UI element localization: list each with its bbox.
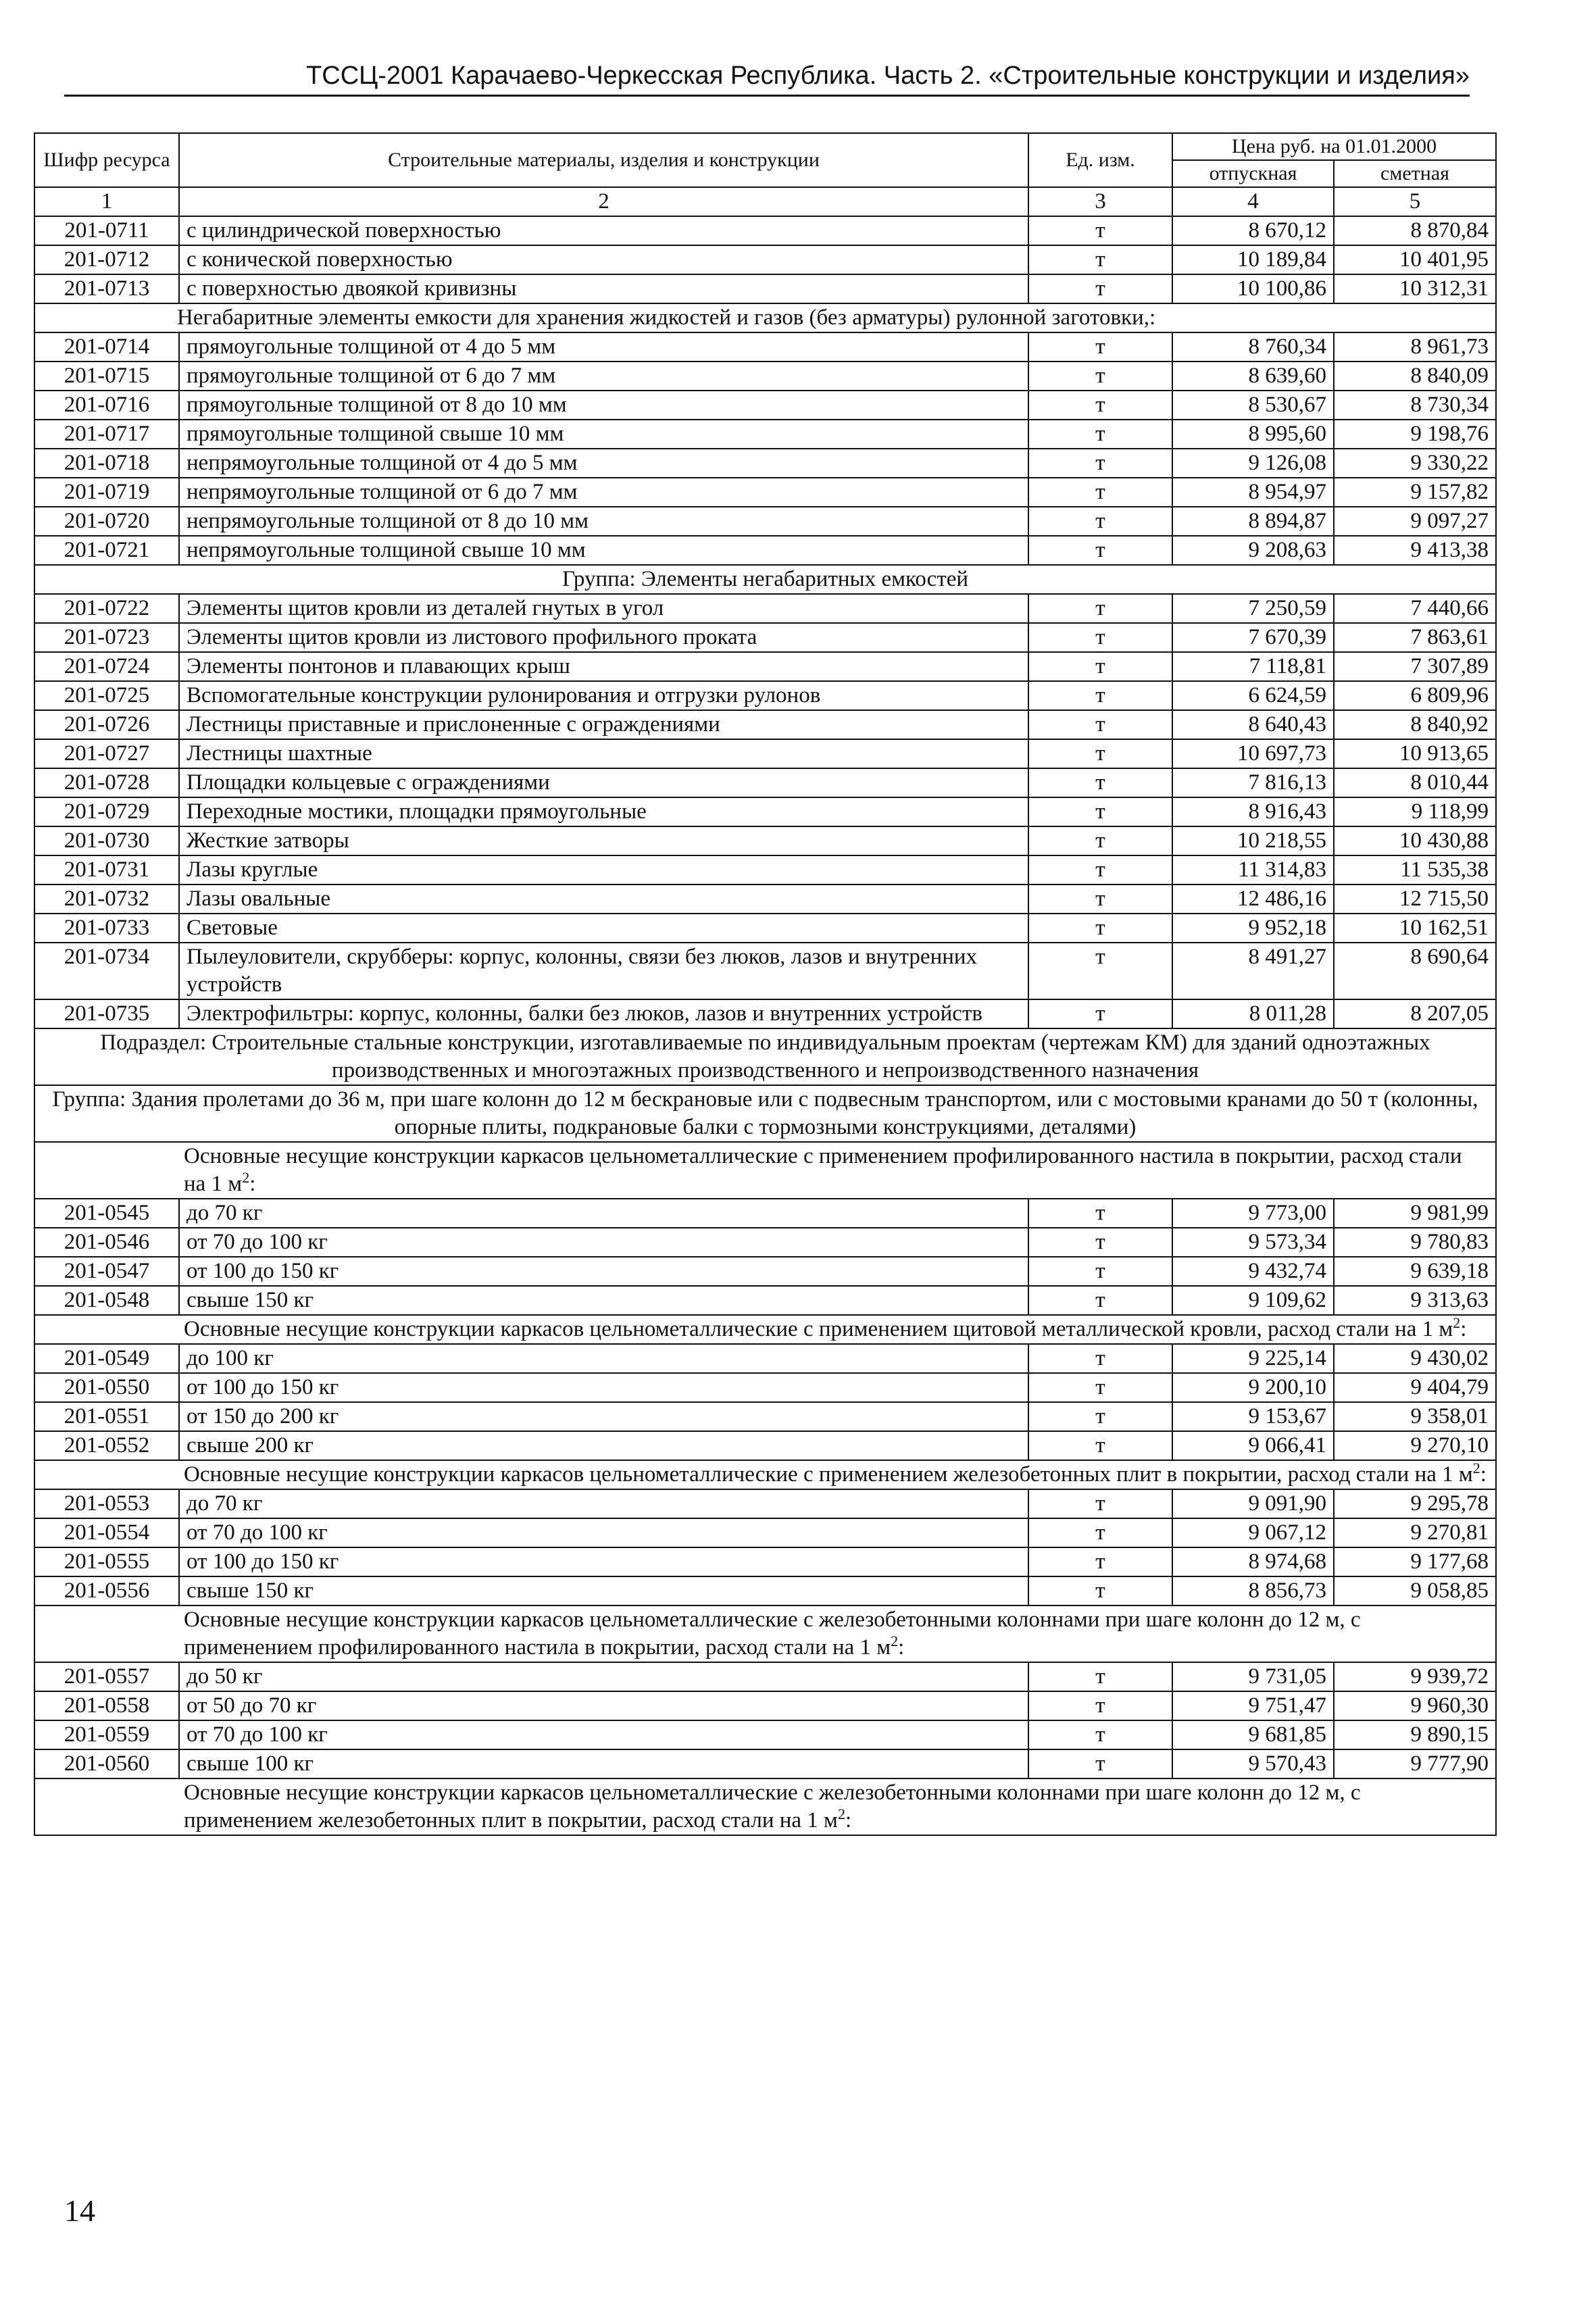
resource-code: 201-0560 bbox=[34, 1749, 179, 1778]
release-price: 8 639,60 bbox=[1172, 362, 1334, 391]
table-row bbox=[34, 914, 1496, 943]
estimate-price: 12 715,50 bbox=[1334, 885, 1496, 914]
group-row bbox=[34, 565, 1496, 594]
item-name: Вспомогательные конструкции рулонирования и отгрузки рулонов bbox=[179, 681, 1028, 710]
table-row bbox=[34, 391, 1496, 420]
resource-code: 201-0729 bbox=[34, 797, 179, 826]
unit: т bbox=[1028, 681, 1172, 710]
estimate-price: 10 401,95 bbox=[1334, 245, 1496, 274]
resource-code: 201-0734 bbox=[34, 943, 179, 999]
resource-code: 201-0711 bbox=[34, 216, 179, 245]
unit: т bbox=[1028, 623, 1172, 652]
item-name: прямоугольные толщиной от 6 до 7 мм bbox=[179, 362, 1028, 391]
table-row bbox=[34, 681, 1496, 710]
estimate-price: 9 777,90 bbox=[1334, 1749, 1496, 1778]
note-text: Негабаритные элементы емкости для хранения жидкостей и газов (без арматуры) рулонной заготовки,: bbox=[34, 303, 1496, 332]
resource-code: 201-0556 bbox=[34, 1576, 179, 1605]
item-name: непрямоугольные толщиной свыше 10 мм bbox=[179, 536, 1028, 565]
item-name: свыше 100 кг bbox=[179, 1749, 1028, 1778]
resource-code: 201-0558 bbox=[34, 1691, 179, 1720]
estimate-price: 9 780,83 bbox=[1334, 1228, 1496, 1257]
note-body: Основные несущие конструкции каркасов цельнометаллические с применением щитовой металлической кровли, расход стали на 1 м bbox=[184, 1317, 1453, 1341]
header-price: Цена руб. на 01.01.2000 bbox=[1172, 133, 1496, 160]
header-code: Шифр ресурса bbox=[34, 133, 179, 187]
estimate-price: 9 890,15 bbox=[1334, 1720, 1496, 1749]
item-name: с конической поверхностью bbox=[179, 245, 1028, 274]
release-price: 10 697,73 bbox=[1172, 739, 1334, 768]
unit: т bbox=[1028, 1344, 1172, 1373]
table-row bbox=[34, 1373, 1496, 1402]
table-row bbox=[34, 739, 1496, 768]
resource-code: 201-0713 bbox=[34, 274, 179, 303]
resource-code: 201-0551 bbox=[34, 1402, 179, 1431]
note-row bbox=[34, 1315, 1496, 1344]
resource-code: 201-0549 bbox=[34, 1344, 179, 1373]
estimate-price: 9 960,30 bbox=[1334, 1691, 1496, 1720]
resource-code: 201-0546 bbox=[34, 1228, 179, 1257]
unit: т bbox=[1028, 478, 1172, 507]
table-row bbox=[34, 710, 1496, 739]
note-tail: : bbox=[1480, 1462, 1487, 1487]
table-row bbox=[34, 652, 1496, 681]
unit: т bbox=[1028, 1576, 1172, 1605]
release-price: 8 916,43 bbox=[1172, 797, 1334, 826]
estimate-price: 10 430,88 bbox=[1334, 826, 1496, 855]
unit: т bbox=[1028, 855, 1172, 885]
item-name: Лестницы приставные и прислоненные с ограждениями bbox=[179, 710, 1028, 739]
note-body: Основные несущие конструкции каркасов цельнометаллические с применением железобетонных плит в покрытии, расход стали на 1 м bbox=[184, 1462, 1473, 1487]
resource-code: 201-0559 bbox=[34, 1720, 179, 1749]
table-header bbox=[34, 133, 1496, 216]
note-row bbox=[34, 303, 1496, 332]
release-price: 9 570,43 bbox=[1172, 1749, 1334, 1778]
note-row bbox=[34, 1778, 1496, 1835]
estimate-price: 10 913,65 bbox=[1334, 739, 1496, 768]
unit: т bbox=[1028, 1431, 1172, 1460]
release-price: 10 189,84 bbox=[1172, 245, 1334, 274]
col-number: 2 bbox=[179, 187, 1028, 216]
table-row bbox=[34, 999, 1496, 1028]
note-sup: 2 bbox=[1453, 1315, 1461, 1331]
resource-code: 201-0731 bbox=[34, 855, 179, 885]
note-tail: : bbox=[845, 1808, 852, 1833]
estimate-price: 9 939,72 bbox=[1334, 1662, 1496, 1691]
subsection-title: Подраздел: Строительные стальные конструкции, изготавливаемые по индивидуальным проектам (чертежам КМ) для зданий одноэтажных производственных и многоэтажных производственного и непроизводственного назначения bbox=[34, 1028, 1496, 1085]
header-name: Строительные материалы, изделия и конструкции bbox=[179, 133, 1028, 187]
item-name: от 100 до 150 кг bbox=[179, 1373, 1028, 1402]
table-row bbox=[34, 943, 1496, 999]
note-sup: 2 bbox=[891, 1633, 899, 1649]
release-price: 9 066,41 bbox=[1172, 1431, 1334, 1460]
table-row bbox=[34, 594, 1496, 623]
item-name: от 70 до 100 кг bbox=[179, 1518, 1028, 1547]
resource-code: 201-0715 bbox=[34, 362, 179, 391]
table-row bbox=[34, 245, 1496, 274]
table-row bbox=[34, 478, 1496, 507]
table-body bbox=[34, 216, 1496, 1835]
resource-code: 201-0727 bbox=[34, 739, 179, 768]
release-price: 9 773,00 bbox=[1172, 1199, 1334, 1228]
resource-code: 201-0548 bbox=[34, 1286, 179, 1315]
item-name: до 70 кг bbox=[179, 1199, 1028, 1228]
unit: т bbox=[1028, 1286, 1172, 1315]
item-name: Лазы овальные bbox=[179, 885, 1028, 914]
table-row bbox=[34, 1547, 1496, 1576]
release-price: 8 995,60 bbox=[1172, 420, 1334, 449]
estimate-price: 7 440,66 bbox=[1334, 594, 1496, 623]
estimate-price: 9 313,63 bbox=[1334, 1286, 1496, 1315]
resource-code: 201-0726 bbox=[34, 710, 179, 739]
table-row bbox=[34, 1576, 1496, 1605]
resource-code: 201-0722 bbox=[34, 594, 179, 623]
resource-code: 201-0547 bbox=[34, 1257, 179, 1286]
estimate-price: 8 010,44 bbox=[1334, 768, 1496, 797]
release-price: 6 624,59 bbox=[1172, 681, 1334, 710]
estimate-price: 6 809,96 bbox=[1334, 681, 1496, 710]
col-number: 5 bbox=[1334, 187, 1496, 216]
item-name: прямоугольные толщиной от 4 до 5 мм bbox=[179, 332, 1028, 362]
note-body: Основные несущие конструкции каркасов цельнометаллические с железобетонными колоннами при шаге колонн до 12 м, с применением железобетонных плит в покрытии, расход стали на 1 м bbox=[184, 1781, 1361, 1833]
estimate-price: 9 118,99 bbox=[1334, 797, 1496, 826]
estimate-price: 9 330,22 bbox=[1334, 449, 1496, 478]
table-row bbox=[34, 1431, 1496, 1460]
table-row bbox=[34, 449, 1496, 478]
estimate-price: 9 097,27 bbox=[1334, 507, 1496, 536]
release-price: 7 250,59 bbox=[1172, 594, 1334, 623]
resource-code: 201-0730 bbox=[34, 826, 179, 855]
item-name: прямоугольные толщиной свыше 10 мм bbox=[179, 420, 1028, 449]
col-number: 3 bbox=[1028, 187, 1172, 216]
unit: т bbox=[1028, 1199, 1172, 1228]
unit: т bbox=[1028, 1373, 1172, 1402]
unit: т bbox=[1028, 1547, 1172, 1576]
group-row bbox=[34, 1085, 1496, 1142]
estimate-price: 7 863,61 bbox=[1334, 623, 1496, 652]
note-body: Основные несущие конструкции каркасов цельнометаллические с применением профилированного настила в покрытии, расход стали на 1 м bbox=[184, 1144, 1462, 1196]
release-price: 8 760,34 bbox=[1172, 332, 1334, 362]
estimate-price: 9 058,85 bbox=[1334, 1576, 1496, 1605]
group-title: Группа: Элементы негабаритных емкостей bbox=[34, 565, 1496, 594]
unit: т bbox=[1028, 1691, 1172, 1720]
header-release-price: отпускная bbox=[1172, 160, 1334, 187]
table-row bbox=[34, 1691, 1496, 1720]
item-name: до 50 кг bbox=[179, 1662, 1028, 1691]
unit: т bbox=[1028, 999, 1172, 1028]
unit: т bbox=[1028, 1228, 1172, 1257]
note-text bbox=[34, 1605, 1496, 1662]
page-number: 14 bbox=[64, 2193, 95, 2228]
item-name: Электрофильтры: корпус, колонны, балки без люков, лазов и внутренних устройств bbox=[179, 999, 1028, 1028]
release-price: 8 954,97 bbox=[1172, 478, 1334, 507]
item-name: Жесткие затворы bbox=[179, 826, 1028, 855]
item-name: с поверхностью двоякой кривизны bbox=[179, 274, 1028, 303]
estimate-price: 9 430,02 bbox=[1334, 1344, 1496, 1373]
unit: т bbox=[1028, 594, 1172, 623]
release-price: 9 225,14 bbox=[1172, 1344, 1334, 1373]
estimate-price: 9 981,99 bbox=[1334, 1199, 1496, 1228]
table-row bbox=[34, 1286, 1496, 1315]
col-number: 1 bbox=[34, 187, 179, 216]
note-text bbox=[34, 1315, 1496, 1344]
item-name: с цилиндрической поверхностью bbox=[179, 216, 1028, 245]
price-table bbox=[34, 132, 1497, 1836]
item-name: от 70 до 100 кг bbox=[179, 1720, 1028, 1749]
unit: т bbox=[1028, 216, 1172, 245]
resource-code: 201-0721 bbox=[34, 536, 179, 565]
estimate-price: 9 270,10 bbox=[1334, 1431, 1496, 1460]
table-row bbox=[34, 855, 1496, 885]
resource-code: 201-0733 bbox=[34, 914, 179, 943]
item-name: непрямоугольные толщиной от 6 до 7 мм bbox=[179, 478, 1028, 507]
unit: т bbox=[1028, 362, 1172, 391]
note-sup: 2 bbox=[242, 1169, 250, 1186]
release-price: 9 432,74 bbox=[1172, 1257, 1334, 1286]
item-name: Переходные мостики, площадки прямоугольные bbox=[179, 797, 1028, 826]
table-row bbox=[34, 1344, 1496, 1373]
item-name: непрямоугольные толщиной от 8 до 10 мм bbox=[179, 507, 1028, 536]
resource-code: 201-0716 bbox=[34, 391, 179, 420]
unit: т bbox=[1028, 826, 1172, 855]
resource-code: 201-0712 bbox=[34, 245, 179, 274]
release-price: 9 067,12 bbox=[1172, 1518, 1334, 1547]
estimate-price: 8 690,64 bbox=[1334, 943, 1496, 999]
header-unit: Ед. изм. bbox=[1028, 133, 1172, 187]
item-name: непрямоугольные толщиной от 4 до 5 мм bbox=[179, 449, 1028, 478]
unit: т bbox=[1028, 652, 1172, 681]
resource-code: 201-0555 bbox=[34, 1547, 179, 1576]
table-row bbox=[34, 536, 1496, 565]
item-name: прямоугольные толщиной от 8 до 10 мм bbox=[179, 391, 1028, 420]
unit: т bbox=[1028, 885, 1172, 914]
resource-code: 201-0557 bbox=[34, 1662, 179, 1691]
item-name: от 100 до 150 кг bbox=[179, 1257, 1028, 1286]
unit: т bbox=[1028, 1257, 1172, 1286]
column-number-row bbox=[34, 187, 1496, 216]
unit: т bbox=[1028, 1720, 1172, 1749]
release-price: 9 109,62 bbox=[1172, 1286, 1334, 1315]
note-text bbox=[34, 1778, 1496, 1835]
item-name: свыше 200 кг bbox=[179, 1431, 1028, 1460]
release-price: 10 218,55 bbox=[1172, 826, 1334, 855]
estimate-price: 9 404,79 bbox=[1334, 1373, 1496, 1402]
release-price: 9 681,85 bbox=[1172, 1720, 1334, 1749]
item-name: до 100 кг bbox=[179, 1344, 1028, 1373]
resource-code: 201-0724 bbox=[34, 652, 179, 681]
estimate-price: 8 730,34 bbox=[1334, 391, 1496, 420]
release-price: 9 126,08 bbox=[1172, 449, 1334, 478]
unit: т bbox=[1028, 1749, 1172, 1778]
unit: т bbox=[1028, 739, 1172, 768]
item-name: от 150 до 200 кг bbox=[179, 1402, 1028, 1431]
release-price: 9 091,90 bbox=[1172, 1489, 1334, 1518]
release-price: 9 751,47 bbox=[1172, 1691, 1334, 1720]
estimate-price: 9 177,68 bbox=[1334, 1547, 1496, 1576]
resource-code: 201-0718 bbox=[34, 449, 179, 478]
release-price: 8 530,67 bbox=[1172, 391, 1334, 420]
note-row bbox=[34, 1605, 1496, 1662]
table-row bbox=[34, 797, 1496, 826]
item-name: Пылеуловители, скрубберы: корпус, колонны, связи без люков, лазов и внутренних устройств bbox=[179, 943, 1028, 999]
release-price: 7 816,13 bbox=[1172, 768, 1334, 797]
table-row bbox=[34, 1720, 1496, 1749]
release-price: 8 011,28 bbox=[1172, 999, 1334, 1028]
resource-code: 201-0717 bbox=[34, 420, 179, 449]
table-row bbox=[34, 826, 1496, 855]
unit: т bbox=[1028, 943, 1172, 999]
item-name: Лестницы шахтные bbox=[179, 739, 1028, 768]
estimate-price: 9 413,38 bbox=[1334, 536, 1496, 565]
table-row bbox=[34, 1228, 1496, 1257]
unit: т bbox=[1028, 914, 1172, 943]
item-name: Лазы круглые bbox=[179, 855, 1028, 885]
item-name: Световые bbox=[179, 914, 1028, 943]
note-tail: : bbox=[249, 1172, 256, 1196]
table-row bbox=[34, 885, 1496, 914]
resource-code: 201-0728 bbox=[34, 768, 179, 797]
unit: т bbox=[1028, 768, 1172, 797]
unit: т bbox=[1028, 1518, 1172, 1547]
release-price: 12 486,16 bbox=[1172, 885, 1334, 914]
resource-code: 201-0552 bbox=[34, 1431, 179, 1460]
table-row bbox=[34, 1662, 1496, 1691]
resource-code: 201-0719 bbox=[34, 478, 179, 507]
subsection-row bbox=[34, 1028, 1496, 1085]
release-price: 9 573,34 bbox=[1172, 1228, 1334, 1257]
unit: т bbox=[1028, 1402, 1172, 1431]
estimate-price: 9 270,81 bbox=[1334, 1518, 1496, 1547]
table-row bbox=[34, 420, 1496, 449]
item-name: Элементы понтонов и плавающих крыш bbox=[179, 652, 1028, 681]
table-row bbox=[34, 1749, 1496, 1778]
release-price: 9 731,05 bbox=[1172, 1662, 1334, 1691]
resource-code: 201-0725 bbox=[34, 681, 179, 710]
note-tail: : bbox=[1460, 1317, 1467, 1341]
estimate-price: 9 198,76 bbox=[1334, 420, 1496, 449]
note-sup: 2 bbox=[837, 1806, 845, 1822]
estimate-price: 10 162,51 bbox=[1334, 914, 1496, 943]
unit: т bbox=[1028, 536, 1172, 565]
release-price: 10 100,86 bbox=[1172, 274, 1334, 303]
release-price: 9 153,67 bbox=[1172, 1402, 1334, 1431]
estimate-price: 10 312,31 bbox=[1334, 274, 1496, 303]
item-name: Элементы щитов кровли из деталей гнутых в угол bbox=[179, 594, 1028, 623]
unit: т bbox=[1028, 420, 1172, 449]
release-price: 8 491,27 bbox=[1172, 943, 1334, 999]
unit: т bbox=[1028, 274, 1172, 303]
item-name: от 70 до 100 кг bbox=[179, 1228, 1028, 1257]
resource-code: 201-0545 bbox=[34, 1199, 179, 1228]
unit: т bbox=[1028, 332, 1172, 362]
header-estimate-price: сметная bbox=[1334, 160, 1496, 187]
note-tail: : bbox=[898, 1635, 905, 1660]
table-row bbox=[34, 362, 1496, 391]
note-sup: 2 bbox=[1472, 1460, 1480, 1476]
note-text bbox=[34, 1142, 1496, 1199]
estimate-price: 8 870,84 bbox=[1334, 216, 1496, 245]
resource-code: 201-0720 bbox=[34, 507, 179, 536]
resource-code: 201-0723 bbox=[34, 623, 179, 652]
estimate-price: 9 639,18 bbox=[1334, 1257, 1496, 1286]
unit: т bbox=[1028, 710, 1172, 739]
release-price: 8 670,12 bbox=[1172, 216, 1334, 245]
estimate-price: 11 535,38 bbox=[1334, 855, 1496, 885]
release-price: 8 640,43 bbox=[1172, 710, 1334, 739]
estimate-price: 9 295,78 bbox=[1334, 1489, 1496, 1518]
item-name: от 100 до 150 кг bbox=[179, 1547, 1028, 1576]
release-price: 7 670,39 bbox=[1172, 623, 1334, 652]
item-name: от 50 до 70 кг bbox=[179, 1691, 1028, 1720]
estimate-price: 8 961,73 bbox=[1334, 332, 1496, 362]
estimate-price: 7 307,89 bbox=[1334, 652, 1496, 681]
release-price: 8 974,68 bbox=[1172, 1547, 1334, 1576]
unit: т bbox=[1028, 1489, 1172, 1518]
estimate-price: 8 840,92 bbox=[1334, 710, 1496, 739]
resource-code: 201-0735 bbox=[34, 999, 179, 1028]
unit: т bbox=[1028, 391, 1172, 420]
resource-code: 201-0553 bbox=[34, 1489, 179, 1518]
resource-code: 201-0714 bbox=[34, 332, 179, 362]
table-row bbox=[34, 623, 1496, 652]
item-name: до 70 кг bbox=[179, 1489, 1028, 1518]
unit: т bbox=[1028, 245, 1172, 274]
page-header: ТССЦ-2001 Карачаево-Черкесская Республика. Часть 2. «Строительные конструкции и изделия» bbox=[64, 59, 1470, 97]
unit: т bbox=[1028, 797, 1172, 826]
table-row bbox=[34, 1402, 1496, 1431]
table-row bbox=[34, 274, 1496, 303]
release-price: 9 200,10 bbox=[1172, 1373, 1334, 1402]
item-name: свыше 150 кг bbox=[179, 1286, 1028, 1315]
note-row bbox=[34, 1460, 1496, 1489]
item-name: свыше 150 кг bbox=[179, 1576, 1028, 1605]
estimate-price: 8 840,09 bbox=[1334, 362, 1496, 391]
resource-code: 201-0554 bbox=[34, 1518, 179, 1547]
release-price: 9 952,18 bbox=[1172, 914, 1334, 943]
release-price: 11 314,83 bbox=[1172, 855, 1334, 885]
table-row bbox=[34, 1489, 1496, 1518]
release-price: 7 118,81 bbox=[1172, 652, 1334, 681]
item-name: Площадки кольцевые с ограждениями bbox=[179, 768, 1028, 797]
unit: т bbox=[1028, 449, 1172, 478]
table-row bbox=[34, 332, 1496, 362]
col-number: 4 bbox=[1172, 187, 1334, 216]
note-row bbox=[34, 1142, 1496, 1199]
release-price: 8 856,73 bbox=[1172, 1576, 1334, 1605]
estimate-price: 9 157,82 bbox=[1334, 478, 1496, 507]
unit: т bbox=[1028, 507, 1172, 536]
estimate-price: 8 207,05 bbox=[1334, 999, 1496, 1028]
table-row bbox=[34, 216, 1496, 245]
item-name: Элементы щитов кровли из листового профильного проката bbox=[179, 623, 1028, 652]
release-price: 9 208,63 bbox=[1172, 536, 1334, 565]
group-title: Группа: Здания пролетами до 36 м, при шаге колонн до 12 м бескрановые или с подвесным транспортом, или с мостовыми кранами до 50 т (колонны, опорные плиты, подкрановые балки с тормозными конструкциями, деталями) bbox=[34, 1085, 1496, 1142]
table-row bbox=[34, 1257, 1496, 1286]
table-row bbox=[34, 768, 1496, 797]
note-text bbox=[34, 1460, 1496, 1489]
unit: т bbox=[1028, 1662, 1172, 1691]
table-row bbox=[34, 507, 1496, 536]
resource-code: 201-0550 bbox=[34, 1373, 179, 1402]
table-row bbox=[34, 1518, 1496, 1547]
table-row bbox=[34, 1199, 1496, 1228]
estimate-price: 9 358,01 bbox=[1334, 1402, 1496, 1431]
resource-code: 201-0732 bbox=[34, 885, 179, 914]
release-price: 8 894,87 bbox=[1172, 507, 1334, 536]
note-body: Основные несущие конструкции каркасов цельнометаллические с железобетонными колоннами при шаге колонн до 12 м, с применением профилированного настила в покрытии, расход стали на 1 м bbox=[184, 1608, 1361, 1660]
